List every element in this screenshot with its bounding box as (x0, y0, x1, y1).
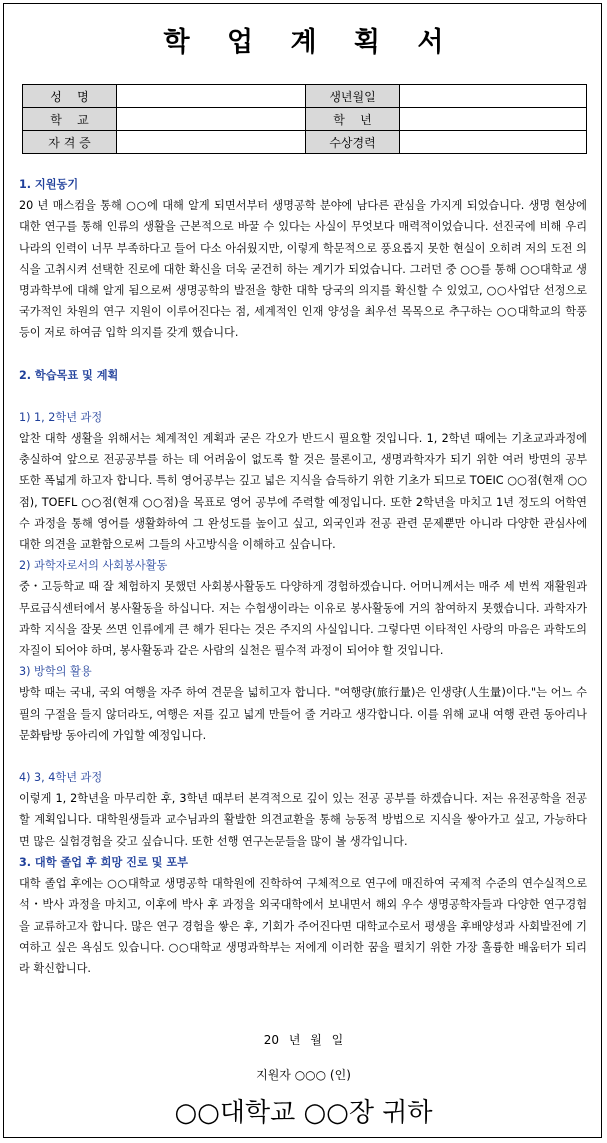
birth-date-field[interactable] (400, 85, 587, 108)
volunteer-text: 중・고등학교 때 잘 체험하지 못했던 사회봉사활동도 다양하게 경험하겠습니다. 어머니께서는 매주 세 번씩 재활원과 무료급식센터에서 봉사활동을 하십니다. 저는 수험생이라는 이유로 봉사활동에 거의 참여하지 못했습니다. 과학자가 과학 지식을 잘못 쓰면 인류에게 큰 해가 된다는 것은 주지의 사실입니다. 그렇다면 이타적인 사랑의 마음은 과학도의 자질이 되어야 하며, 봉사활동과 같은 사람의 실천은 필수적 과정이 되어야 할 것입니다. (19, 580, 587, 658)
applicant-info-table (22, 84, 587, 154)
name-field[interactable] (117, 85, 306, 108)
document-body (19, 174, 587, 979)
name-label: 성 명 (23, 85, 117, 108)
section-heading-study-plan: 2. 학습목표 및 계획 (19, 368, 119, 382)
vacation-text: 방학 때는 국내, 국외 여행을 자주 하여 견문을 넓히고자 합니다. "여행량(旅行量)은 인생량(人生量)이다."는 어느 수필의 구절을 들지 않더라도, 여행은 저를 깊고 넓게 만들어 줄 거라고 생각합니다. 이를 위해 교내 여행 관련 동아리나 문화탐방 동아리에 가입할 예정입니다. (19, 686, 587, 742)
awards-field[interactable] (400, 131, 587, 154)
addressee: ○○대학교 ○○장 귀하 (174, 1098, 433, 1128)
date-line: 20 년 월 일 (263, 1033, 344, 1047)
grade-label: 학 년 (306, 108, 400, 131)
year-1-2-text: 알찬 대학 생활을 위해서는 체계적인 계획과 굳은 각오가 반드시 필요할 것입니다. 1, 2학년 때에는 기초교과과정에 충실하여 앞으로 전공공부를 하는 데 어려움이 없도록 할 것은 물론이고, 생명과학자가 되기 위한 여러 방면의 공부 또한 폭넓게 하고자 합니다. 특히 영어공부는 깊고 넓은 지식을 습득하기 위한 기초가 되므로 TOEIC ○○점(현재 ○○점), TOEFL ○○점(현재 ○○점)을 목표로 영어 공부에 주력할 예정입니다. 또한 2학년을 마치고 1년 정도의 어학연수 과정을 통해 영어를 생활화하여 그 완성도를 높이고 싶고, 외국인과 전공 관련 문제뿐만 아니라 다양한 관심사에 대한 의견을 교환함으로써 그들의 사고방식을 이해하고 싶습니다. (19, 432, 587, 552)
subheading-volunteer: 2) 과학자로서의 사회봉사활동 (19, 559, 168, 573)
license-field[interactable] (117, 131, 306, 154)
page-title: 학 업 계 획 서 (163, 27, 458, 58)
table-row (23, 108, 587, 131)
applicant-signature: 지원자 ○○○ (인) (256, 1068, 351, 1082)
career-text: 대학 졸업 후에는 ○○대학교 생명공학 대학원에 진학하여 구체적으로 연구에 매진하여 국제적 수준의 연수실적으로 석・박사 과정을 마치고, 이후에 박사 후 과정을 외국대학에서 보내면서 해외 우수 생명공학자들과 다양한 연구경험을 교류하고자 합니다. 많은 연구 경험을 쌓은 후, 기회가 주어진다면 대학교수로서 평생을 후배양성과 사회발전에 기여하고 싶은 욕심도 있습니다. ○○대학교 생명과학부는 저에게 이러한 꿈을 펼치기 위한 가장 훌륭한 배움터가 되리라 확신합니다. (19, 877, 587, 975)
awards-label: 수상경력 (306, 131, 400, 154)
subheading-year-3-4: 4) 3, 4학년 과정 (19, 771, 103, 785)
section-heading-motivation: 1. 지원동기 (19, 178, 79, 191)
grade-field[interactable] (400, 108, 587, 131)
school-field[interactable] (117, 108, 306, 131)
year-3-4-text: 이렇게 1, 2학년을 마무리한 후, 3학년 때부터 본격적으로 깊이 있는 전공 공부를 하겠습니다. 저는 유전공학을 전공할 계획입니다. 대학원생들과 교수님과의 활발한 의견교환을 통해 능동적 방법으로 지식을 쌓아가고 싶고, 가능하다면 많은 실험경험을 갖고 싶습니다. 또한 선행 연구논문들을 많이 볼 생각입니다. (19, 792, 587, 848)
motivation-text: 20 년 매스컴을 통해 ○○에 대해 알게 되면서부터 생명공학 분야에 남다른 관심을 가지게 되었습니다. 생명 현상에 대한 연구를 통해 인류의 생활을 근본적으로 바꿀 수 있다는 사실이 무엇보다 매력적이었습니다. 선진국에 비해 우리나라의 인력이 너무 부족하다고 들어 다소 아쉬웠지만, 이렇게 학문적으로 풍요롭지 못한 현실이 오히려 저의 도전 의식을 고취시켜 선택한 진로에 대한 확신을 더욱 굳건히 하는 계기가 되었습니다. 그러던 중 ○○를 통해 ○○대학교 생명과학부에 대해 알게 됨으로써 생명공학의 발전을 향한 대학 당국의 의지를 확신할 수 있었고, ○○사업단 선정으로 국가적인 차원의 연구 지원이 이루어진다는 점, 세계적인 인재 양성을 최우선 목목으로 추구하는 ○○대학교의 학풍 등이 저로 하여금 입학 의지를 갖게 했습니다. (19, 199, 587, 340)
license-label: 자 격 증 (23, 131, 117, 154)
table-row (23, 131, 587, 154)
table-row (23, 85, 587, 108)
birth-date-label: 생년월일 (306, 85, 400, 108)
school-label: 학 교 (23, 108, 117, 131)
subheading-year-1-2: 1) 1, 2학년 과정 (19, 410, 103, 424)
subheading-vacation: 3) 방학의 활용 (19, 665, 92, 679)
section-heading-career: 3. 대학 졸업 후 희망 진로 및 포부 (19, 855, 188, 869)
